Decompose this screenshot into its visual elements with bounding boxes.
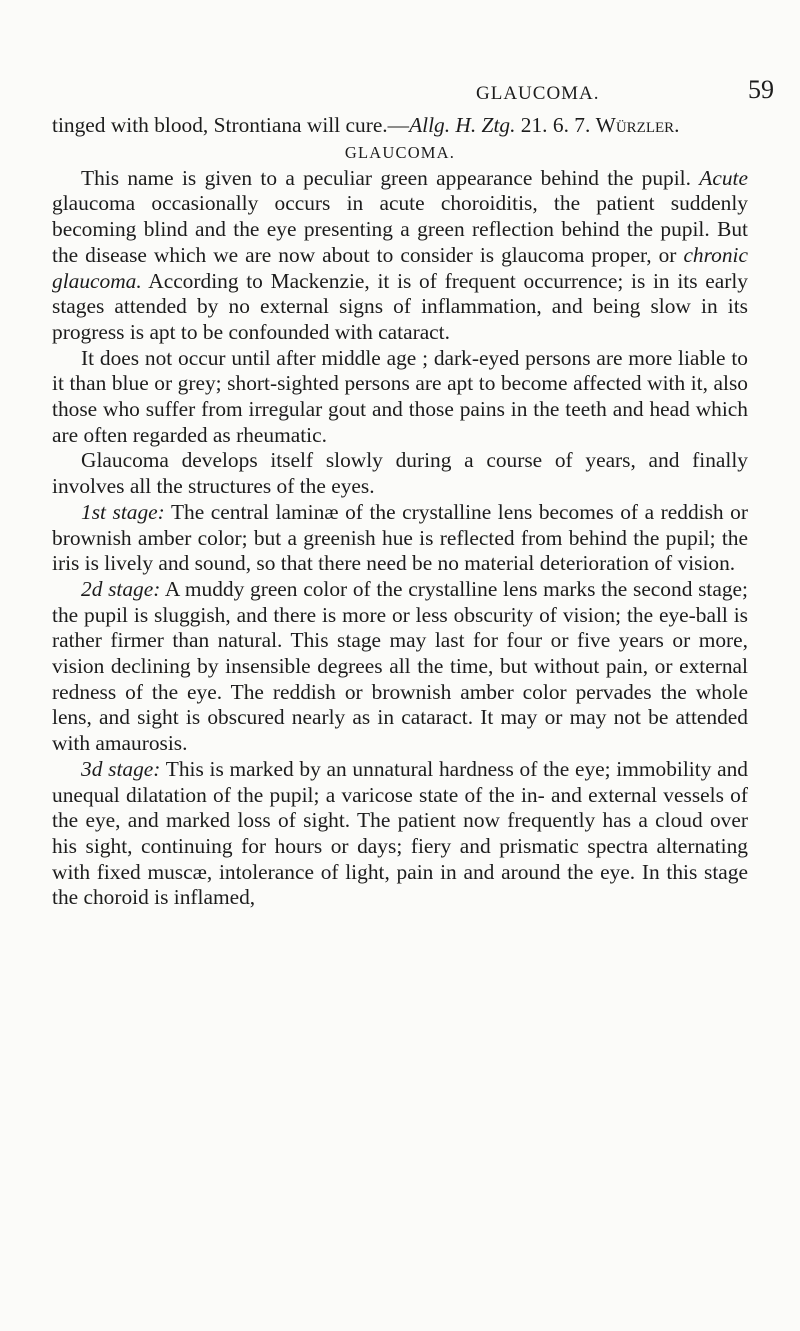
emphasis-acute: Acute [699,165,748,190]
paragraph-text: A muddy green color of the crystalline lens marks the second stage; the pupil is sluggish, and there is more or less obscurity of vision; the eye-ball is rather firmer than natural. This stage may last for four or five years or more, vision declining by insensible degrees all the time, but without pain, or external redness of the eye. The reddish or brownish amber color pervades the whole lens, and sight is obscured nearly as in cataract. It may or may not be attended with amaurosis. [52,576,748,756]
page-number: 59 [748,75,774,104]
citation-reference: 21. 6. 7. [515,113,596,137]
paragraph-text: This name is given to a peculiar green appearance behind the pupil. [81,165,700,190]
paragraph-development: Glaucoma develops itself slowly during a course of years, and finally involves all the structures of the eyes. [52,448,748,499]
paragraph-text: This is marked by an unnatural hardness of the eye; immobility and unequal dilatation of the pupil; a varicose state of the in- and external vessels of the eye, and marked loss of sight. The patient now frequently has a cloud over his sight, continuing for hours or days; fiery and prismatic spectra alternating with fixed muscæ, intolerance of light, pain in and around the eye. In this stage the choroid is inflamed, [52,756,749,910]
citation-author: Würzler. [595,113,680,137]
stage-label: 2d stage: [81,576,161,601]
paragraph-first-stage [52,500,748,577]
paragraph-second-stage [52,577,748,757]
paragraph-text: According to Mackenzie, it is of frequent occurrence; is in its early stages attended by no external signs of inflammation, and being slow in its progress is apt to be confounded with cataract. [52,268,748,344]
body-text [52,113,748,911]
carryover-text: tinged with blood, Strontiana will cure.— [52,113,410,137]
paragraph-third-stage [52,757,748,911]
emphasis-chronic-glaucoma: chronic glaucoma. [52,242,748,293]
running-title: GLAUCOMA. [476,83,600,104]
stage-label: 3d stage: [81,756,161,781]
paragraph-text: The central laminæ of the crystalline lens becomes of a reddish or brownish amber color; but a greenish hue is reflected from behind the pupil; the iris is lively and sound, so that there need be no material deterioration of vision. [52,499,748,576]
stage-label: 1st stage: [81,499,165,524]
paragraph-predisposition: It does not occur until after middle age ; dark-eyed persons are more liable to it than blue or grey; short-sighted persons are apt to become affected with it, also those who suffer from irregular gout and those pains in the teeth and head which are often regarded as rheumatic. [52,345,748,447]
carryover-paragraph [52,113,748,139]
citation: Allg. H. Ztg. [409,113,516,137]
paragraph-text: glaucoma occasionally occurs in acute choroiditis, the patient suddenly becoming blind and the eye presenting a green reflection behind the pupil. But the disease which we are now about to consider is glaucoma proper, or [52,191,748,267]
section-heading: GLAUCOMA. [344,142,456,162]
paragraph-definition [52,166,748,346]
